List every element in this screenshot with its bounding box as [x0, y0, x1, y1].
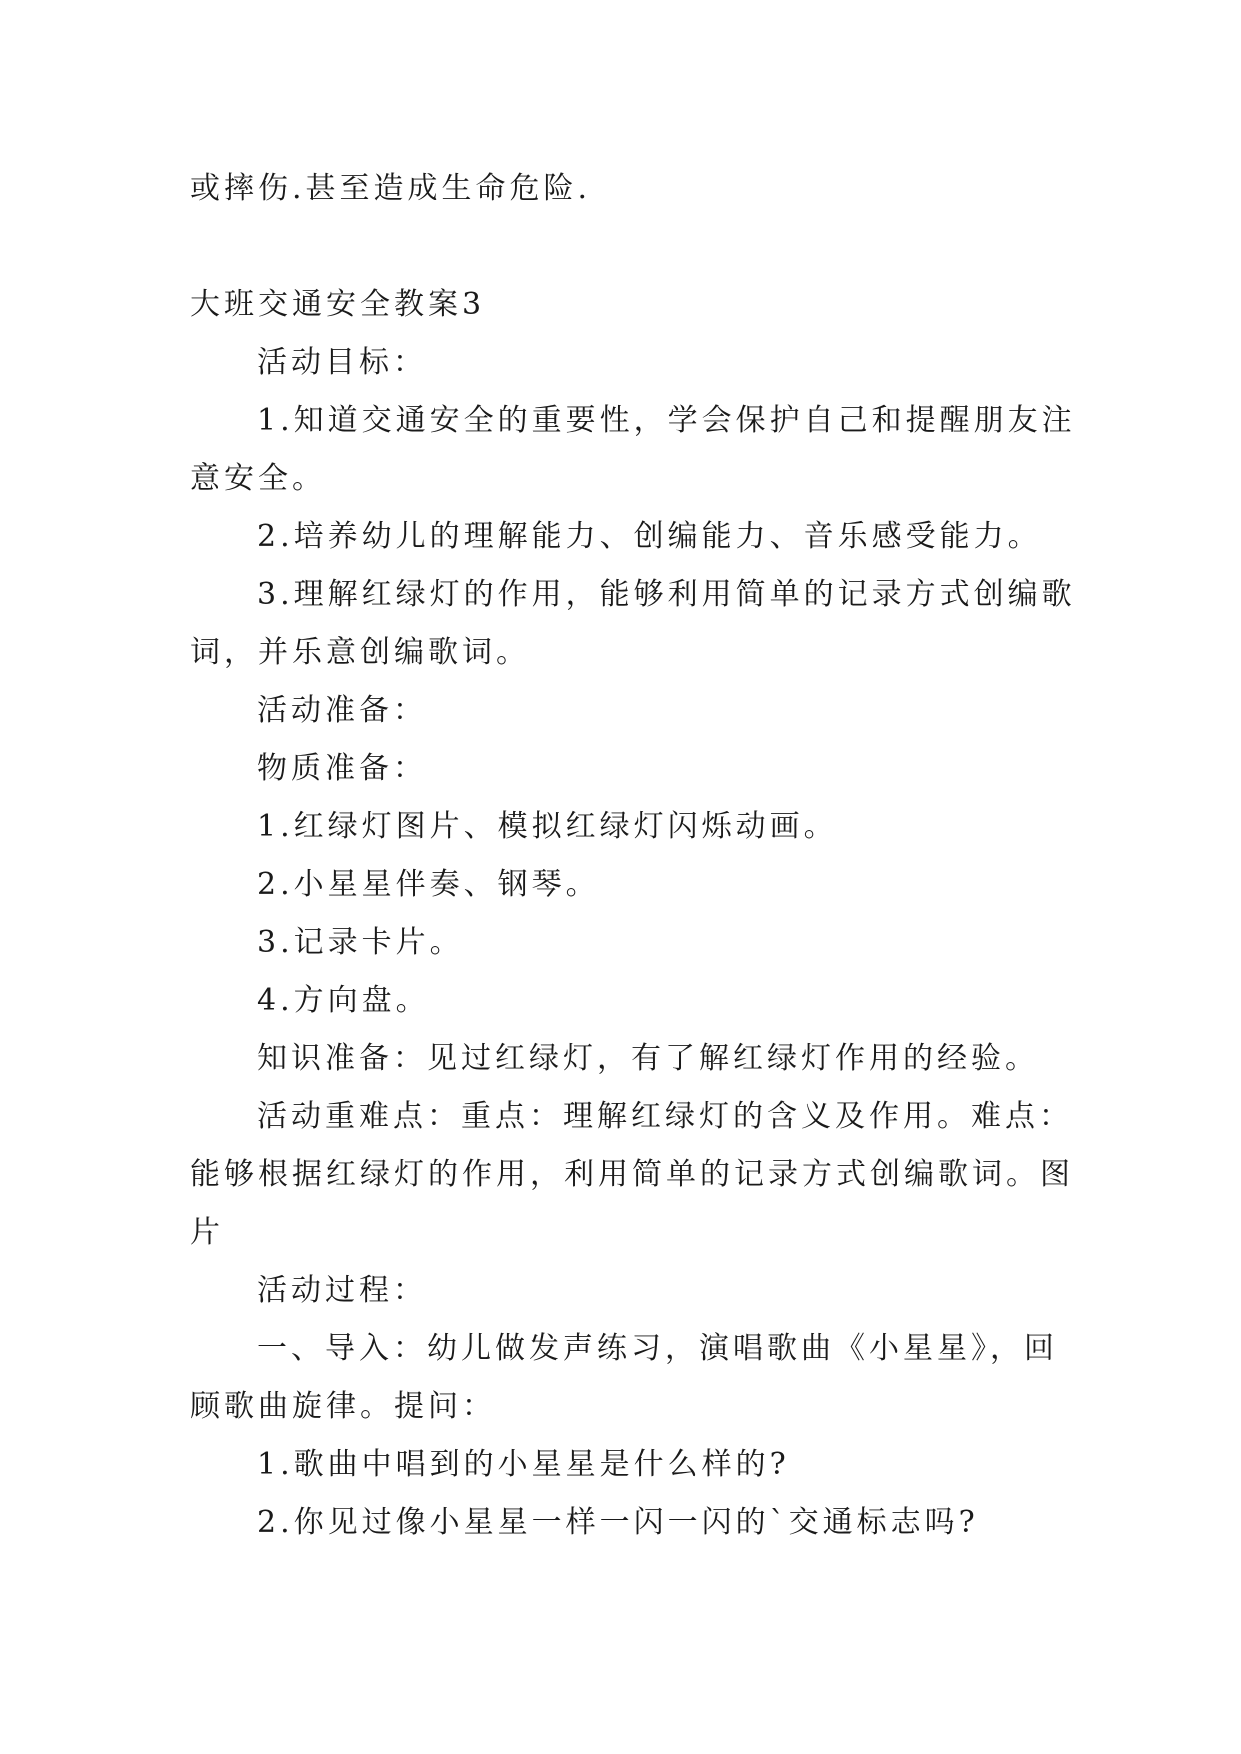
process-step-1: 一、导入：幼儿做发声练习，演唱歌曲《小星星》，回	[257, 1331, 1058, 1366]
goal-2: 2.培养幼儿的理解能力、创编能力、音乐感受能力。	[257, 519, 1042, 554]
goal-1-cont: 意安全。	[190, 461, 326, 496]
section-heading: 大班交通安全教案3	[190, 287, 486, 322]
key-points-cont: 能够根据红绿灯的作用，利用简单的记录方式创编歌词。图	[190, 1157, 1074, 1192]
paragraph-continuation: 或摔伤.甚至造成生命危险.	[190, 171, 592, 206]
key-points: 活动重难点：重点：理解红绿灯的含义及作用。难点：	[257, 1099, 1073, 1134]
material-2: 2.小星星伴奏、钢琴。	[257, 867, 600, 902]
goal-1: 1.知道交通安全的重要性，学会保护自己和提醒朋友注	[257, 403, 1076, 438]
key-points-cont-2: 片	[190, 1215, 224, 1250]
question-1: 1.歌曲中唱到的小星星是什么样的?	[257, 1447, 790, 1482]
activity-goals-heading: 活动目标：	[257, 345, 427, 380]
preparation-heading: 活动准备：	[257, 693, 427, 728]
material-3: 3.记录卡片。	[257, 925, 464, 960]
material-preparation-heading: 物质准备：	[257, 751, 427, 786]
process-step-1-cont: 顾歌曲旋律。提问：	[190, 1389, 496, 1424]
knowledge-preparation: 知识准备：见过红绿灯，有了解红绿灯作用的经验。	[257, 1041, 1039, 1076]
goal-3: 3.理解红绿灯的作用，能够利用简单的记录方式创编歌	[257, 577, 1076, 612]
material-4: 4.方向盘。	[257, 983, 430, 1018]
document-body	[190, 160, 1076, 1552]
process-heading: 活动过程：	[257, 1273, 427, 1308]
material-1: 1.红绿灯图片、模拟红绿灯闪烁动画。	[257, 809, 838, 844]
question-2: 2.你见过像小星星一样一闪一闪的`交通标志吗?	[257, 1505, 979, 1540]
goal-3-cont: 词，并乐意创编歌词。	[190, 635, 530, 670]
